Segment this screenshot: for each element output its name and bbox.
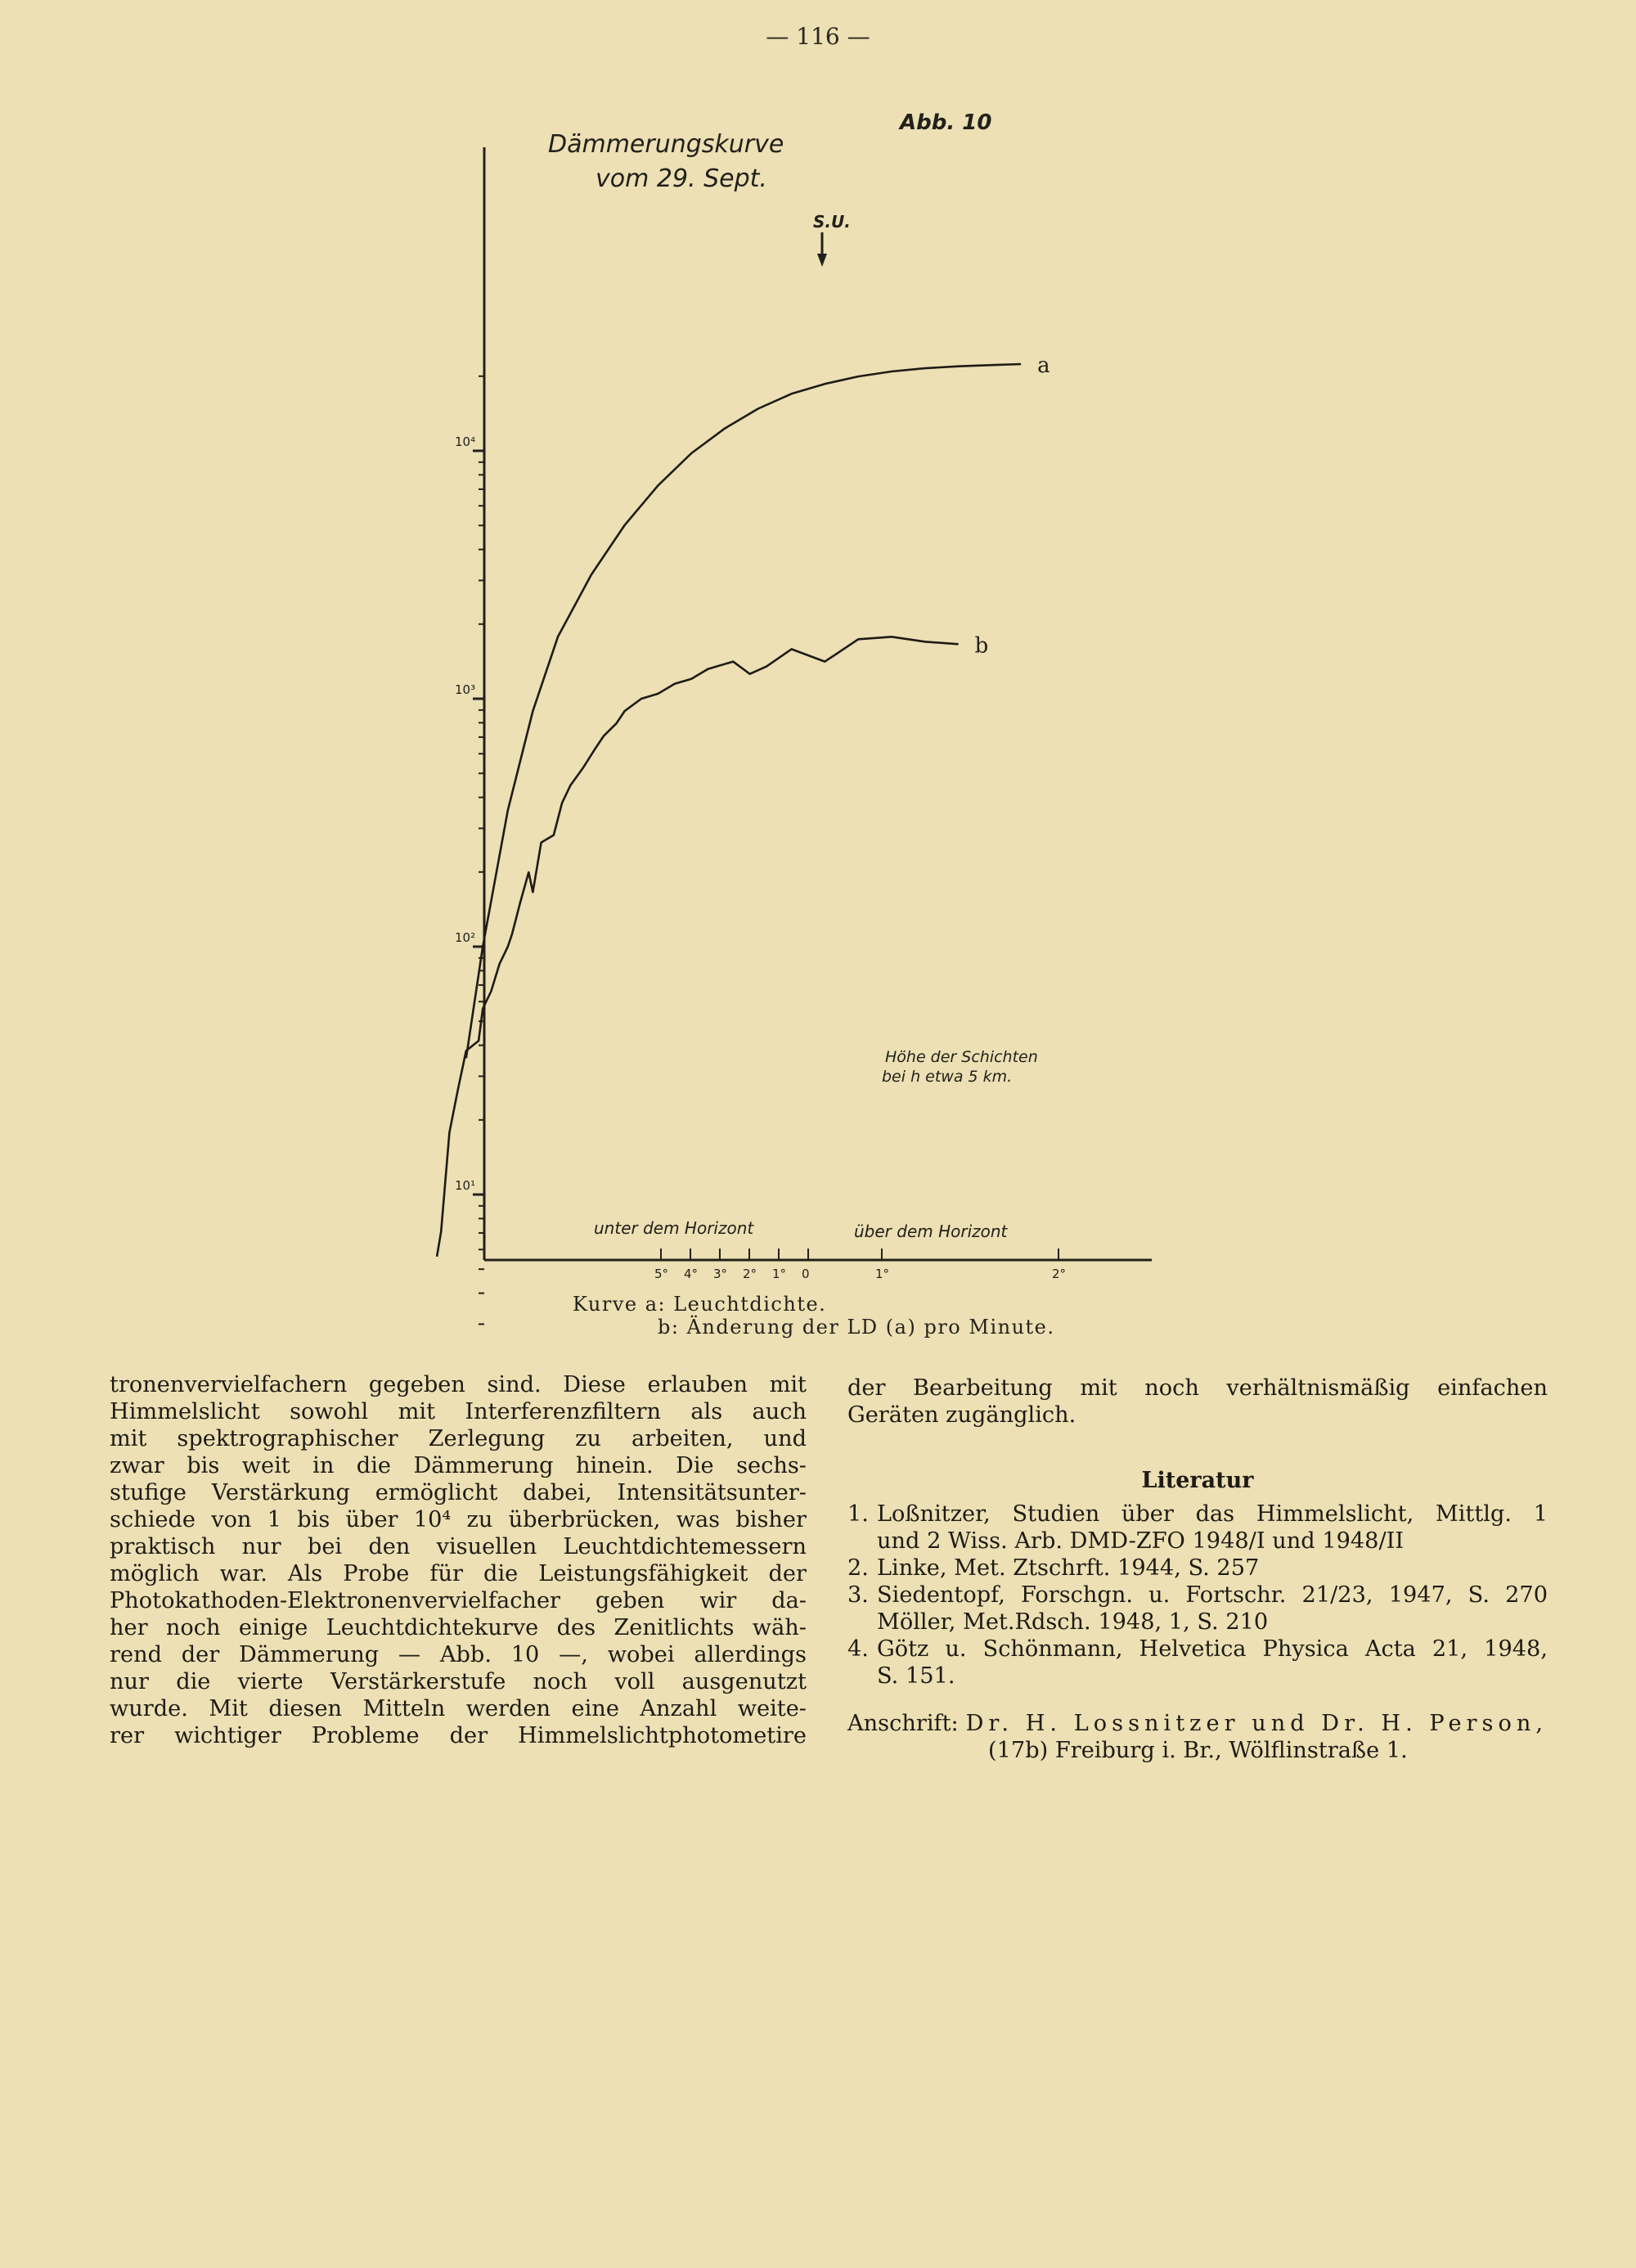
reference-number: 2. <box>847 1555 869 1581</box>
y-tick-label: 10³ <box>455 682 476 697</box>
reference-line: Möller, Met.Rdsch. 1948, 1, S. 210 <box>877 1609 1269 1635</box>
reference-item <box>847 1636 1548 1690</box>
reference-item <box>847 1501 1548 1555</box>
reference-item <box>847 1555 1548 1582</box>
caption-line-a: Kurve a: Leuchtdichte. <box>573 1293 827 1316</box>
reference-number: 3. <box>847 1582 869 1608</box>
text-line: schiede von 1 bis über 10⁴ zu überbrücken, was bisher <box>110 1507 807 1532</box>
caption-line-b: b: Änderung der LD (a) pro Minute. <box>658 1316 1055 1339</box>
text-line: möglich war. Als Probe für die Leistungsfähigkeit der <box>110 1561 807 1586</box>
reference-line: S. 151. <box>877 1663 955 1689</box>
curve-a <box>466 364 1021 1058</box>
sunset-arrow <box>817 232 827 267</box>
address-label: Anschrift: <box>847 1711 959 1736</box>
text-line: Photokathoden-Elektronenvervielfacher geben wir da- <box>110 1588 807 1613</box>
reference-line: Siedentopf, Forschgn. u. Fortschr. 21/23, 1947, S. 270 <box>877 1582 1548 1608</box>
page-number: — 116 — <box>766 23 870 50</box>
text-line: mit spektrographischer Zerlegung zu arbeiten, und <box>110 1426 807 1451</box>
x-tick-label: 3° <box>713 1267 728 1281</box>
y-tick-label: 10⁴ <box>455 434 476 449</box>
text-line: wurde. Mit diesen Mitteln werden eine Anzahl weite- <box>110 1696 807 1721</box>
curve-label-a: a <box>1037 353 1050 378</box>
layer-note-line2: bei h etwa 5 km. <box>882 1068 1013 1086</box>
reference-number: 4. <box>847 1636 869 1662</box>
right-column-text <box>847 1375 1548 1429</box>
author-address <box>847 1710 1548 1764</box>
text-line: rer wichtiger Probleme der Himmelslichtphotometire <box>110 1723 807 1748</box>
chart-axes <box>484 147 1152 1260</box>
reference-line: und 2 Wiss. Arb. DMD-ZFO 1948/I und 1948/II <box>877 1528 1405 1554</box>
x-tick-label: 4° <box>684 1267 699 1281</box>
text-line: stufige Verstärkung ermöglicht dabei, Intensitätsunter- <box>110 1480 807 1505</box>
text-line: Geräten zugänglich. <box>847 1402 1076 1428</box>
text-line: zwar bis weit in die Dämmerung hinein. Die sechs- <box>110 1453 807 1478</box>
text-line: praktisch nur bei den visuellen Leuchtdichtemessern <box>110 1534 807 1559</box>
reference-list <box>847 1501 1548 1690</box>
text-line: nur die vierte Verstärkerstufe noch voll ausgenutzt <box>110 1669 807 1694</box>
text-line: tronenvervielfachern gegeben sind. Diese erlauben mit <box>110 1372 807 1397</box>
x-tick-label: 1° <box>875 1267 890 1281</box>
x-tick-label: 5° <box>654 1267 669 1281</box>
layer-note-line1: Höhe der Schichten <box>885 1048 1038 1066</box>
left-column-text <box>110 1371 807 1749</box>
reference-number: 1. <box>847 1501 869 1527</box>
text-line: Himmelslicht sowohl mit Interferenzfiltern als auch <box>110 1399 807 1424</box>
x-tick-label: 2° <box>1052 1267 1067 1281</box>
literature-heading: Literatur <box>1141 1468 1254 1493</box>
y-axis-ticks <box>455 376 484 1325</box>
x-tick-label: 0 <box>802 1267 810 1281</box>
figure-label: Abb. 10 <box>900 110 992 135</box>
chart-title-line1: Dämmerungskurve <box>548 130 784 159</box>
curve-label-b: b <box>974 633 989 659</box>
x-tick-label: 2° <box>743 1267 757 1281</box>
text-line: rend der Dämmerung — Abb. 10 —, wobei allerdings <box>110 1642 807 1667</box>
y-tick-label: 10² <box>455 930 476 945</box>
sunset-label: S.U. <box>813 212 851 232</box>
reference-line: Götz u. Schönmann, Helvetica Physica Acta 21, 1948, <box>877 1636 1548 1662</box>
chart-title-line2: vom 29. Sept. <box>596 164 767 193</box>
above-horizon-label: über dem Horizont <box>854 1222 1008 1241</box>
text-line: her noch einige Leuchtdichtekurve des Zenitlichts wäh- <box>110 1615 807 1640</box>
x-tick-label: 1° <box>772 1267 787 1281</box>
curve-b <box>437 637 959 1257</box>
text-line: der Bearbeitung mit noch verhältnismäßig einfachen <box>847 1375 1548 1401</box>
address-names: Dr. H. Lossnitzer und Dr. H. Person, <box>965 1711 1548 1736</box>
figure-caption <box>573 1293 1055 1339</box>
y-tick-label: 10¹ <box>455 1178 476 1193</box>
reference-item <box>847 1582 1548 1636</box>
reference-line: Linke, Met. Ztschrft. 1944, S. 257 <box>877 1555 1260 1581</box>
reference-line: Loßnitzer, Studien über das Himmelslicht, Mittlg. 1 <box>877 1501 1548 1527</box>
x-axis-ticks <box>654 1249 1066 1281</box>
address-city: (17b) Freiburg i. Br., Wölflinstraße 1. <box>988 1738 1408 1763</box>
chart-curves <box>437 353 1050 1257</box>
below-horizon-label: unter dem Horizont <box>594 1218 754 1238</box>
